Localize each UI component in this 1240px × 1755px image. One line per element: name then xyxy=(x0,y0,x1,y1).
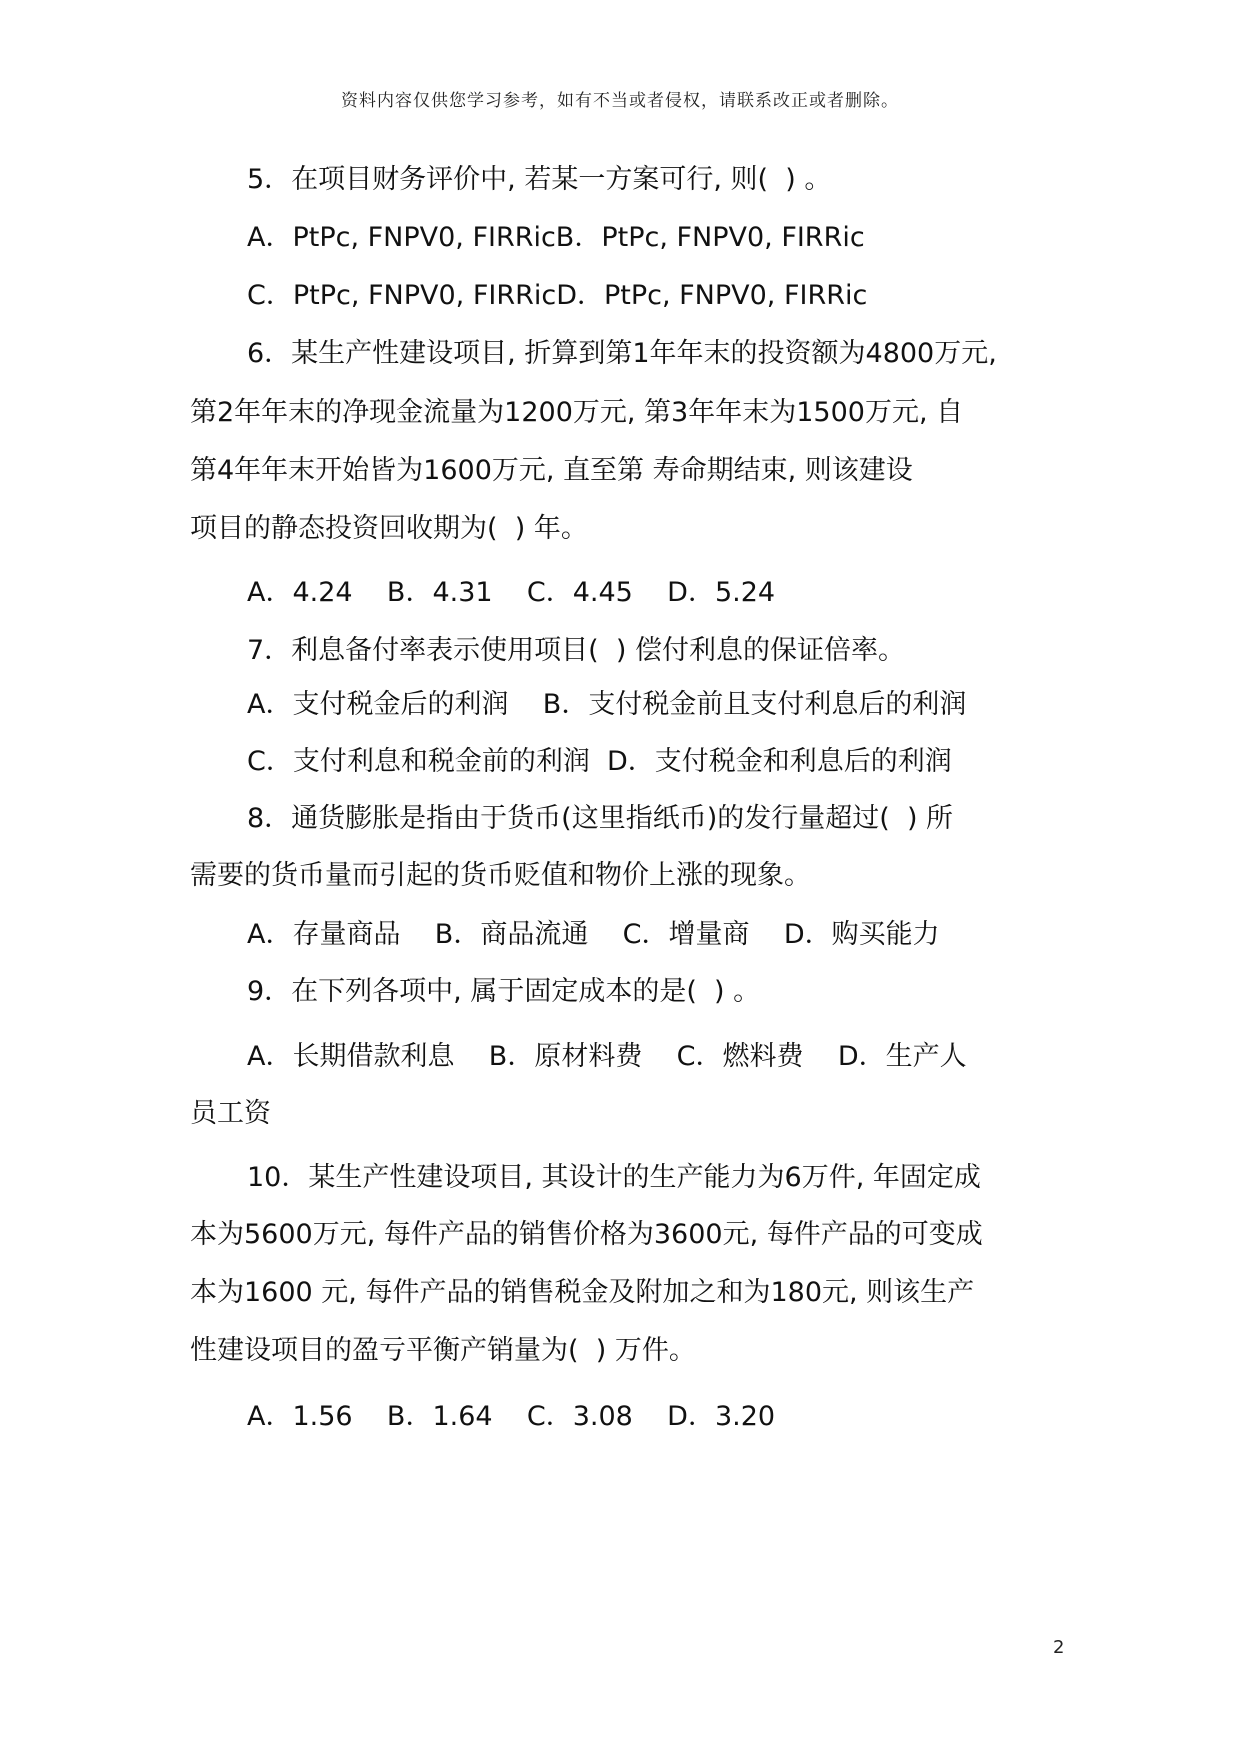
question-9-options: A．长期借款利息 B．原材料费 C．燃料费 D．生产人 xyxy=(247,1041,967,1072)
question-6-line-3: 第4年年末开始皆为1600万元, 直至第 寿命期结束, 则该建设 xyxy=(190,455,913,486)
document-header-notice: 资料内容仅供您学习参考，如有不当或者侵权，请联系改正或者删除。 xyxy=(341,91,899,111)
question-7-options-ab: A．支付税金后的利润 B．支付税金前且支付利息后的利润 xyxy=(247,689,967,720)
question-8-options: A．存量商品 B．商品流通 C．增量商 D．购买能力 xyxy=(247,919,940,950)
question-7-options-cd: C．支付利息和税金前的利润 D．支付税金和利息后的利润 xyxy=(247,746,952,777)
question-5-options-ab: A．PtPc, FNPV0, FIRRicB．PtPc, FNPV0, FIRRic xyxy=(247,222,865,253)
question-10-line-1: 10．某生产性建设项目, 其设计的生产能力为6万件, 年固定成 xyxy=(247,1162,981,1193)
question-7: 7．利息备付率表示使用项目( ) 偿付利息的保证倍率。 xyxy=(247,635,905,666)
question-5-options-cd: C．PtPc, FNPV0, FIRRicD．PtPc, FNPV0, FIRRic xyxy=(247,280,868,311)
question-5: 5．在项目财务评价中, 若某一方案可行, 则( ) 。 xyxy=(247,164,832,195)
question-9-options-continued: 员工资 xyxy=(190,1098,271,1129)
question-10-line-3: 本为1600 元, 每件产品的销售税金及附加之和为180元, 则该生产 xyxy=(190,1277,975,1308)
question-8-line-1: 8．通货膨胀是指由于货币(这里指纸币)的发行量超过( ) 所 xyxy=(247,803,954,834)
question-6-line-1: 6．某生产性建设项目, 折算到第1年年末的投资额为4800万元, xyxy=(247,338,997,369)
question-6-line-2: 第2年年末的净现金流量为1200万元, 第3年年末为1500万元, 自 xyxy=(190,397,964,428)
question-9: 9．在下列各项中, 属于固定成本的是( ) 。 xyxy=(247,976,761,1007)
question-8-line-2: 需要的货币量而引起的货币贬值和物价上涨的现象。 xyxy=(190,860,811,891)
question-10-options: A．1.56 B．1.64 C．3.08 D．3.20 xyxy=(247,1401,776,1432)
question-10-line-4: 性建设项目的盈亏平衡产销量为( ) 万件。 xyxy=(190,1335,696,1366)
question-10-line-2: 本为5600万元, 每件产品的销售价格为3600元, 每件产品的可变成 xyxy=(190,1219,983,1250)
question-6-line-4: 项目的静态投资回收期为( ) 年。 xyxy=(190,513,588,544)
question-6-options: A．4.24 B．4.31 C．4.45 D．5.24 xyxy=(247,577,776,608)
page-number: 2 xyxy=(1053,1637,1065,1658)
